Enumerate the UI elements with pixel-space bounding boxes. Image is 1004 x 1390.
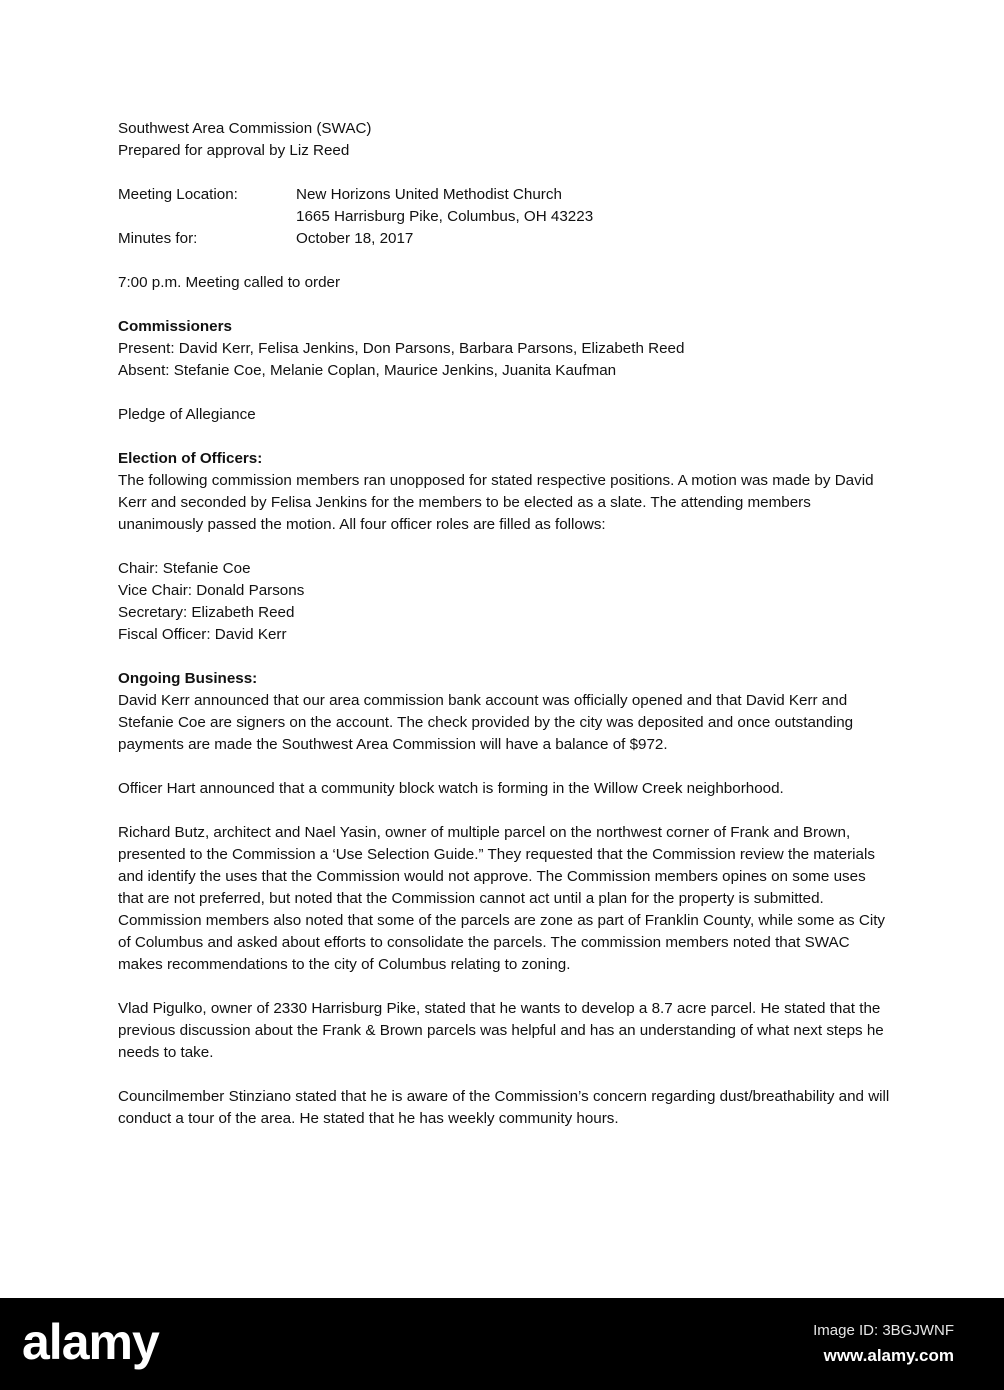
officer-vice-chair: Vice Chair: Donald Parsons — [118, 582, 305, 599]
officer-fiscal: Fiscal Officer: David Kerr — [118, 626, 287, 643]
call-to-order: 7:00 p.m. Meeting called to order — [118, 274, 341, 291]
meeting-location-value: New Horizons United Methodist Church — [296, 186, 562, 203]
minutes-for-row — [118, 228, 893, 250]
meeting-address: 1665 Harrisburg Pike, Columbus, OH 43223 — [296, 208, 594, 225]
stock-footer-bar — [0, 1298, 1004, 1390]
prepared-by: Prepared for approval by Liz Reed — [118, 142, 350, 159]
alamy-logo: alamy — [22, 1314, 159, 1370]
ongoing-paragraph: Councilmember Stinziano stated that he is aware of the Commission’s concern regarding dust/breathability and will conduct a tour of the area. He stated that he has weekly community hours. — [118, 1088, 890, 1127]
minutes-date: October 18, 2017 — [296, 230, 414, 247]
meeting-address-row — [118, 206, 893, 228]
election-heading: Election of Officers: — [118, 450, 263, 467]
site-url: www.alamy.com — [823, 1346, 954, 1365]
officer-secretary: Secretary: Elizabeth Reed — [118, 604, 295, 621]
meeting-location-row — [118, 184, 893, 206]
ongoing-paragraph: Vlad Pigulko, owner of 2330 Harrisburg Pike, stated that he wants to develop a 8.7 acre parcel. He stated that the previous discussion about the Frank & Brown parcels was helpful and has an understanding of what next steps he needs to take. — [118, 1000, 884, 1061]
ongoing-paragraph: David Kerr announced that our area commission bank account was officially opened and that David Kerr and Stefanie Coe are signers on the account. The check provided by the city was deposited and once outstanding payments are made the Southwest Area Commission will have a balance of $972. — [118, 692, 854, 753]
minutes-document — [118, 118, 893, 1130]
minutes-for-label: Minutes for: — [118, 230, 198, 247]
election-text: The following commission members ran unopposed for stated respective positions. A motion was made by David Kerr and seconded by Felisa Jenkins for the members to be elected as a slate. The attending members unanimously passed the motion. All four officer roles are filled as follows: — [118, 472, 874, 533]
commissioners-present: Present: David Kerr, Felisa Jenkins, Don Parsons, Barbara Parsons, Elizabeth Reed — [118, 340, 685, 357]
pledge: Pledge of Allegiance — [118, 406, 256, 423]
commissioners-absent: Absent: Stefanie Coe, Melanie Coplan, Maurice Jenkins, Juanita Kaufman — [118, 362, 617, 379]
image-id: Image ID: 3BGJWNF — [813, 1322, 954, 1339]
ongoing-paragraph: Richard Butz, architect and Nael Yasin, owner of multiple parcel on the northwest corner of Frank and Brown, presented to the Commission a ‘Use Selection Guide.” They requested that the Commission review the materials and identify the uses that the Commission would not approve. The Commission members opines on some uses that are not preferred, but noted that the Commission cannot act until a plan for the property is submitted. Commission members also noted that some of the parcels are zone as part of Franklin County, while some as City of Columbus and asked about efforts to consolidate the parcels. The commission members noted that SWAC makes recommendations to the city of Columbus relating to zoning. — [118, 824, 886, 973]
commissioners-heading: Commissioners — [118, 318, 232, 335]
ongoing-heading: Ongoing Business: — [118, 670, 258, 687]
ongoing-paragraph: Officer Hart announced that a community block watch is forming in the Willow Creek neighborhood. — [118, 780, 784, 797]
org-name: Southwest Area Commission (SWAC) — [118, 120, 372, 137]
officer-chair: Chair: Stefanie Coe — [118, 560, 251, 577]
meeting-location-label: Meeting Location: — [118, 186, 238, 203]
